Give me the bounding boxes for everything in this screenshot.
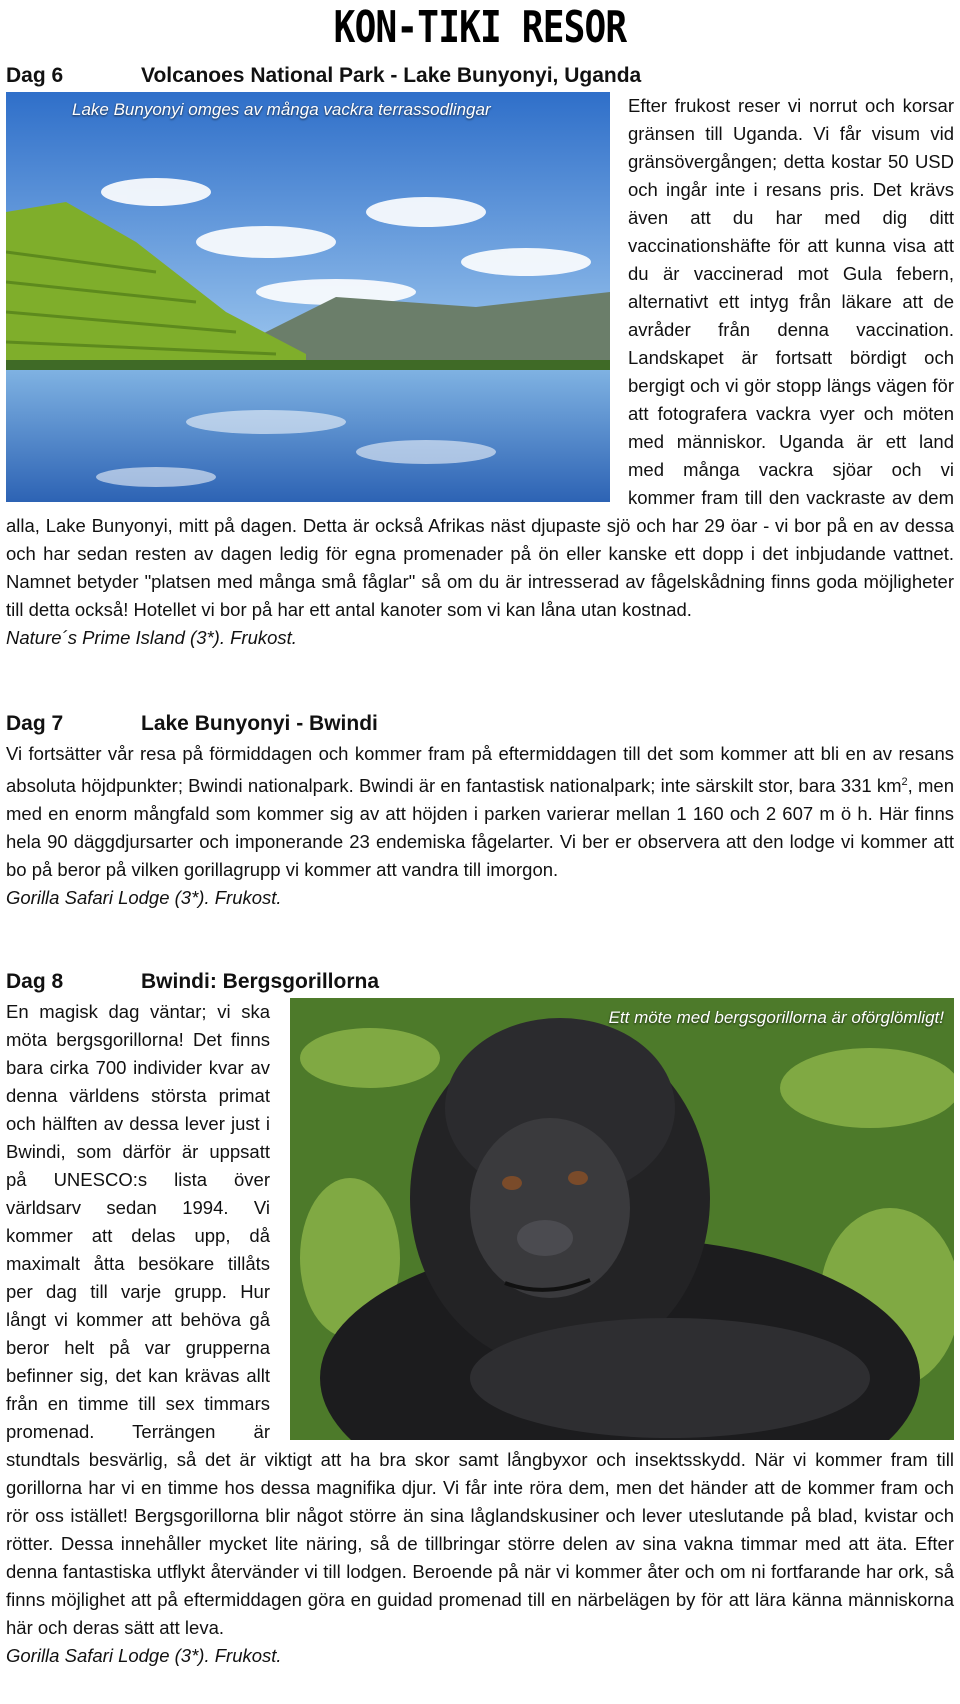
day-7-body: Vi fortsätter vår resa på förmiddagen och kommer fram på eftermiddagen till det som kommer att bli en av resans absoluta höjdpunkter; Bwindi nationalpark. Bwindi är en fantastisk nationalpark; inte särskilt stor, bara 331 $km^2$, men med en enorm mångfald som kommer sig av att höjden i parken varierar mellan 1 160 och 2 607 m ö h. Här finns hela 90 däggdjursarter och imponerande 23 endemiska fågelarter. Vi ber er observera att den lodge vi kommer att bo på beror på vilken gorillagrupp vi kommer att vandra till imorgon.: [6, 743, 954, 881]
day-8-heading: [6, 968, 954, 996]
day-title: Bwindi: Bergsgorillorna: [141, 970, 380, 993]
photo-caption: Ett möte med bergsgorillorna är oförglömligt!: [608, 1008, 944, 1027]
day-8-body: En magisk dag väntar; vi ska möta bergsgorillorna! Det finns bara cirka 700 individer kvar av denna världens största primat och hälften av dessa lever just i Bwindi, som därför är uppsatt på UNESCO:s lista över världsarv sedan 1994. Vi kommer att delas upp, då maximalt åtta besökare tillåts per dag till varje grupp. Hur långt vi kommer att behöva gå beror helt på var grupperna befinner sig, det kan krävas allt från en timme till sex timmars promenad. Terrängen är stundtals besvärlig, så det är viktigt att ha bra skor samt långbyxor och insektsskydd. När vi kommer fram till gorillorna har vi en timme hos dessa magnifika djur. Vi får inte röra dem, men det händer att de kommer fram och rör oss istället! Bergsgorillorna blir något större än sina låglandskusiner och lever uteslutande på blad, kvistar och rötter. Dessa innehåller mycket lite näring, så de tillbringar större delen av sina vakna timmar med att äta. Efter denna fantastiska utflykt återvänder vi till lodgen. Beroende på när vi kommer åter och om ni fortfarande har ork, så finns möjlighet att på eftermiddagen göra en guidad promenad till en närbelägen by för att lära känna människorna här och deras sätt att leva.: [6, 1001, 954, 1638]
day-label: Dag 8: [6, 970, 64, 993]
day-title: Volcanoes National Park - Lake Bunyonyi, Uganda: [141, 64, 642, 87]
day-6-heading: [6, 62, 954, 90]
brand-logo: KON-TIKI RESOR: [333, 2, 627, 53]
day-7-accommodation: Gorilla Safari Lodge (3*). Frukost.: [6, 887, 282, 909]
day-6-section: [6, 62, 954, 652]
day-8-accommodation: Gorilla Safari Lodge (3*). Frukost.: [6, 1645, 282, 1666]
day-label: Dag 7: [6, 712, 64, 735]
day-7-heading: [6, 710, 954, 738]
day-8-section: [6, 968, 954, 1670]
lake-bunyonyi-photo: [6, 92, 610, 502]
photo-caption: Lake Bunyonyi omges av många vackra terrassodlingar: [72, 100, 491, 119]
day-title: Lake Bunyonyi - Bwindi: [141, 712, 378, 735]
day-7-section: [6, 710, 954, 912]
gorilla-photo: [290, 998, 954, 1440]
day-6-accommodation: Nature´s Prime Island (3*). Frukost.: [6, 627, 297, 648]
day-label: Dag 6: [6, 64, 64, 87]
day-6-body: Efter frukost reser vi norrut och korsar gränsen till Uganda. Vi får visum vid gränsövergången; detta kostar 50 USD och ingår inte i resans pris. Det krävs även att du har med dig ditt vaccinationshäfte för att kunna visa att du är vaccinerad mot Gula febern, alternativt ett intyg från läkare att de avråder från denna vaccination. Landskapet är fortsatt bördigt och bergigt och vi gör stopp längs vägen för att fotografera vackra vyer och möten med människor. Uganda är ett land med många vackra sjöar och vi kommer fram till den vackraste av dem alla, Lake Bunyonyi, mitt på dagen. Detta är också Afrikas näst djupaste sjö och har 29 öar - vi bor på en av dessa och har sedan resten av dagen ledig för egna promenader på ön eller kanske ett dopp i det inbjudande vattnet. Namnet betyder "platsen med många små fåglar" så om du är intresserad av fågelskådning finns goda möjligheter till detta också! Hotellet vi bor på har ett antal kanoter som vi kan låna utan kostnad.: [6, 95, 954, 620]
